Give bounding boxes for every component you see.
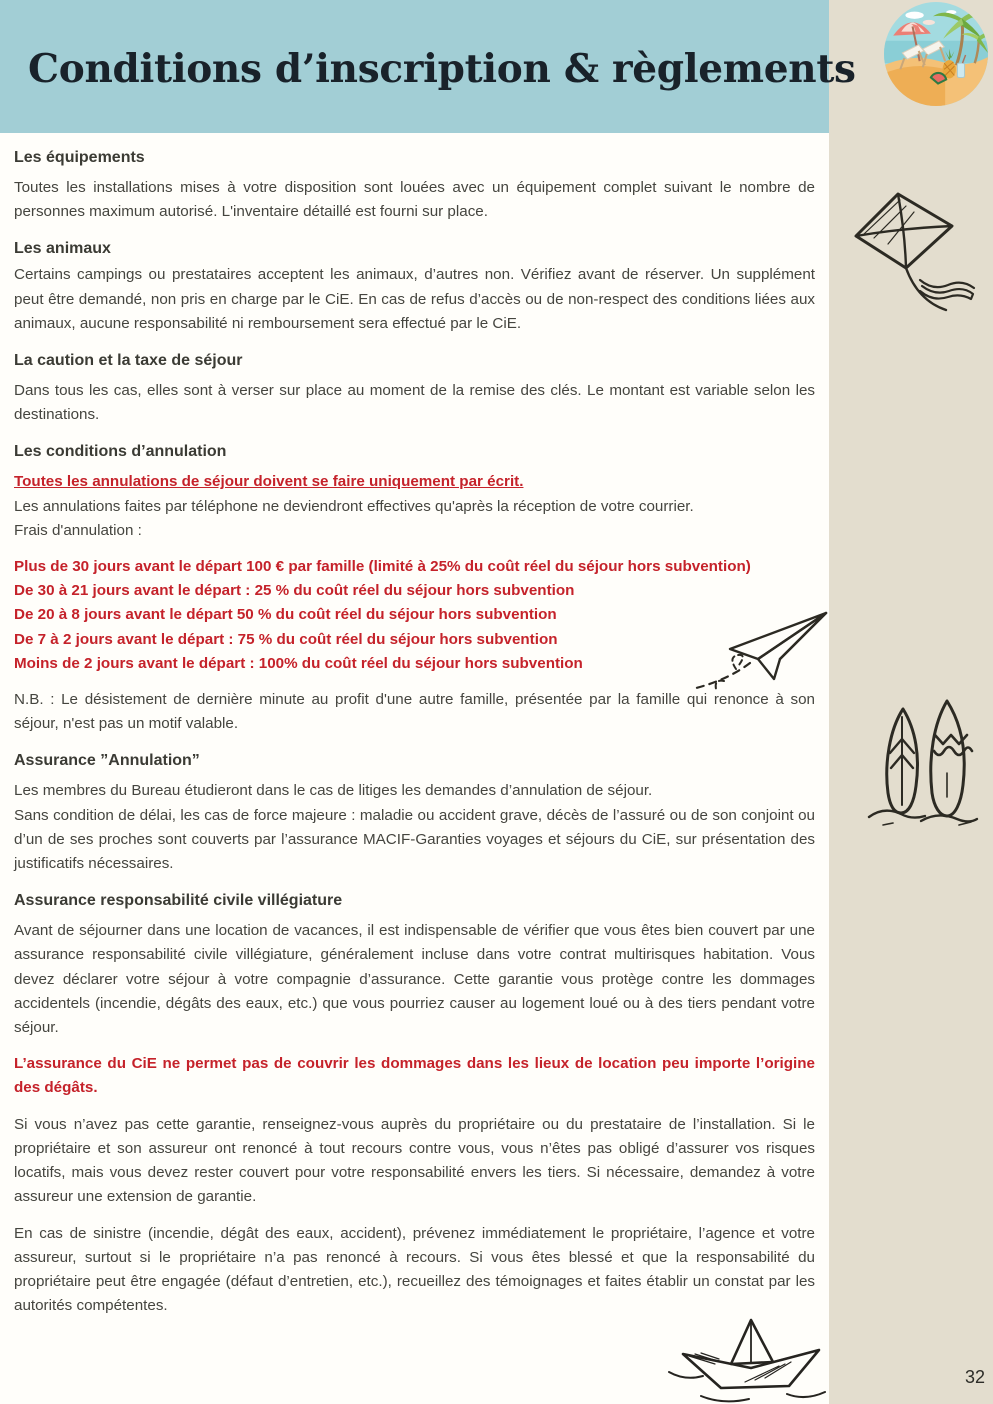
fee-item: Plus de 30 jours avant le départ 100 € par famille (limité à 25% du coût réel du séjour hors subvention) — [14, 558, 751, 576]
assurance-warning: L’assurance du CiE ne permet pas de couvrir les dommages dans les lieux de location peu importe l’origine des dégâts. — [14, 1055, 815, 1097]
paragraph-caution: Dans tous les cas, elles sont à verser sur place au moment de la remise des clés. Le montant est variable selon les destinations. — [14, 382, 815, 424]
cancellation-fees-list — [14, 555, 815, 676]
page-number: 32 — [964, 1367, 985, 1387]
title-banner — [0, 0, 856, 133]
fee-item: De 20 à 8 jours avant le départ 50 % du coût réel du séjour hors subvention — [14, 606, 557, 624]
kite-icon — [848, 188, 990, 330]
section-heading-annulation: Les conditions d’annulation — [14, 443, 227, 461]
annulation-fees-label: Frais d'annulation : — [14, 521, 142, 539]
fee-item: Moins de 2 jours avant le départ : 100% du coût réel du séjour hors subvention — [14, 654, 583, 672]
annulation-phone-line: Les annulations faites par téléphone ne deviendront effectives qu'après la réception de votre courrier. — [14, 497, 694, 515]
paragraph-equipements: Toutes les installations mises à votre disposition sont louées avec un équipement complet suivant le nombre de personnes maximum autorisé. L'inventaire détaillé est fourni sur place. — [14, 179, 815, 221]
section-heading-assurance-annulation: Assurance ”Annulation” — [14, 752, 200, 770]
fee-item: De 30 à 21 jours avant le départ : 25 % du coût réel du séjour hors subvention — [14, 582, 575, 600]
paragraph-nb: N.B. : Le désistement de dernière minute au profit d'une autre famille, présentée par la famille qui renonce à son séjour, n'est pas un motif valable. — [14, 691, 815, 733]
page-title: Conditions d’inscription & règlements — [28, 45, 856, 92]
document-body — [14, 140, 815, 1330]
paragraph-animaux: Certains campings ou prestataires acceptent les animaux, d’autres non. Vérifiez avant de réserver. Un supplément peut être demandé, non pris en charge par le CiE. En cas de refus d’accès ou de non-respect des conditions liées aux animaux, aucune responsabilité ni remboursement sera effectué par le CiE. — [14, 266, 815, 332]
assurance-annulation-line2: Sans condition de délai, les cas de force majeure : maladie ou accident grave, décès de l’assuré ou de son conjoint ou d’un de ses proches sont couverts par l’assurance MACIF-Garanties voyages et séjours du CiE, sur présentation des justificatifs nécessaires. — [14, 806, 815, 873]
section-heading-animaux: Les animaux — [14, 240, 111, 258]
paragraph-assurance-rc: Avant de séjourner dans une location de vacances, il est indispensable de vérifier que vous êtes bien couvert par une assurance responsabilité civile villégiature, généralement incluse dans votre contrat multirisques habitation. Vous devez déclarer votre séjour à votre compagnie d’assurance. Cette garantie vous protège contre les dommages accidentels (incendie, dégâts des eaux, etc.) que vous pourriez causer au logement loué ou à des tiers pendant votre séjour. — [14, 922, 815, 1037]
annulation-written-notice: Toutes les annulations de séjour doivent se faire uniquement par écrit. — [14, 473, 524, 491]
section-heading-equipements: Les équipements — [14, 149, 145, 166]
surfboards-icon — [863, 693, 987, 837]
fee-item: De 7 à 2 jours avant le départ : 75 % du coût réel du séjour hors subvention — [14, 630, 558, 648]
paper-boat-icon — [667, 1310, 837, 1404]
section-heading-assurance-rc: Assurance responsabilité civile villégiature — [14, 892, 343, 910]
paragraph-assurance-annulation — [14, 779, 815, 876]
paragraph-garantie: Si vous n’avez pas cette garantie, renseignez-vous auprès du propriétaire ou du prestataire de l’installation. Si le propriétaire et son assureur ont renoncé à tout recours contre vous, vous n’êtes pas obligé d’assurer vos risques locatifs, mais vous devez rester couvert pour votre responsabilité envers les tiers. Si nécessaire, demandez à votre assureur une extension de garantie. — [14, 1115, 815, 1206]
section-heading-caution: La caution et la taxe de séjour — [14, 352, 243, 370]
annulation-intro — [14, 470, 815, 543]
assurance-annulation-line1: Les membres du Bureau étudieront dans le cas de litiges les demandes d’annulation de séjour. — [14, 782, 653, 800]
beach-scene-icon — [884, 2, 988, 106]
paragraph-sinistre: En cas de sinistre (incendie, dégât des eaux, accident), prévenez immédiatement le propriétaire, l’agence et votre assureur, surtout si le propriétaire n’a pas renoncé à recours. Si vous êtes blessé et que la responsabilité du propriétaire peut être engagée (défaut d’entretien, etc.), recueillez des témoignages et faites établir un constat par les autorités compétentes. — [14, 1224, 815, 1315]
